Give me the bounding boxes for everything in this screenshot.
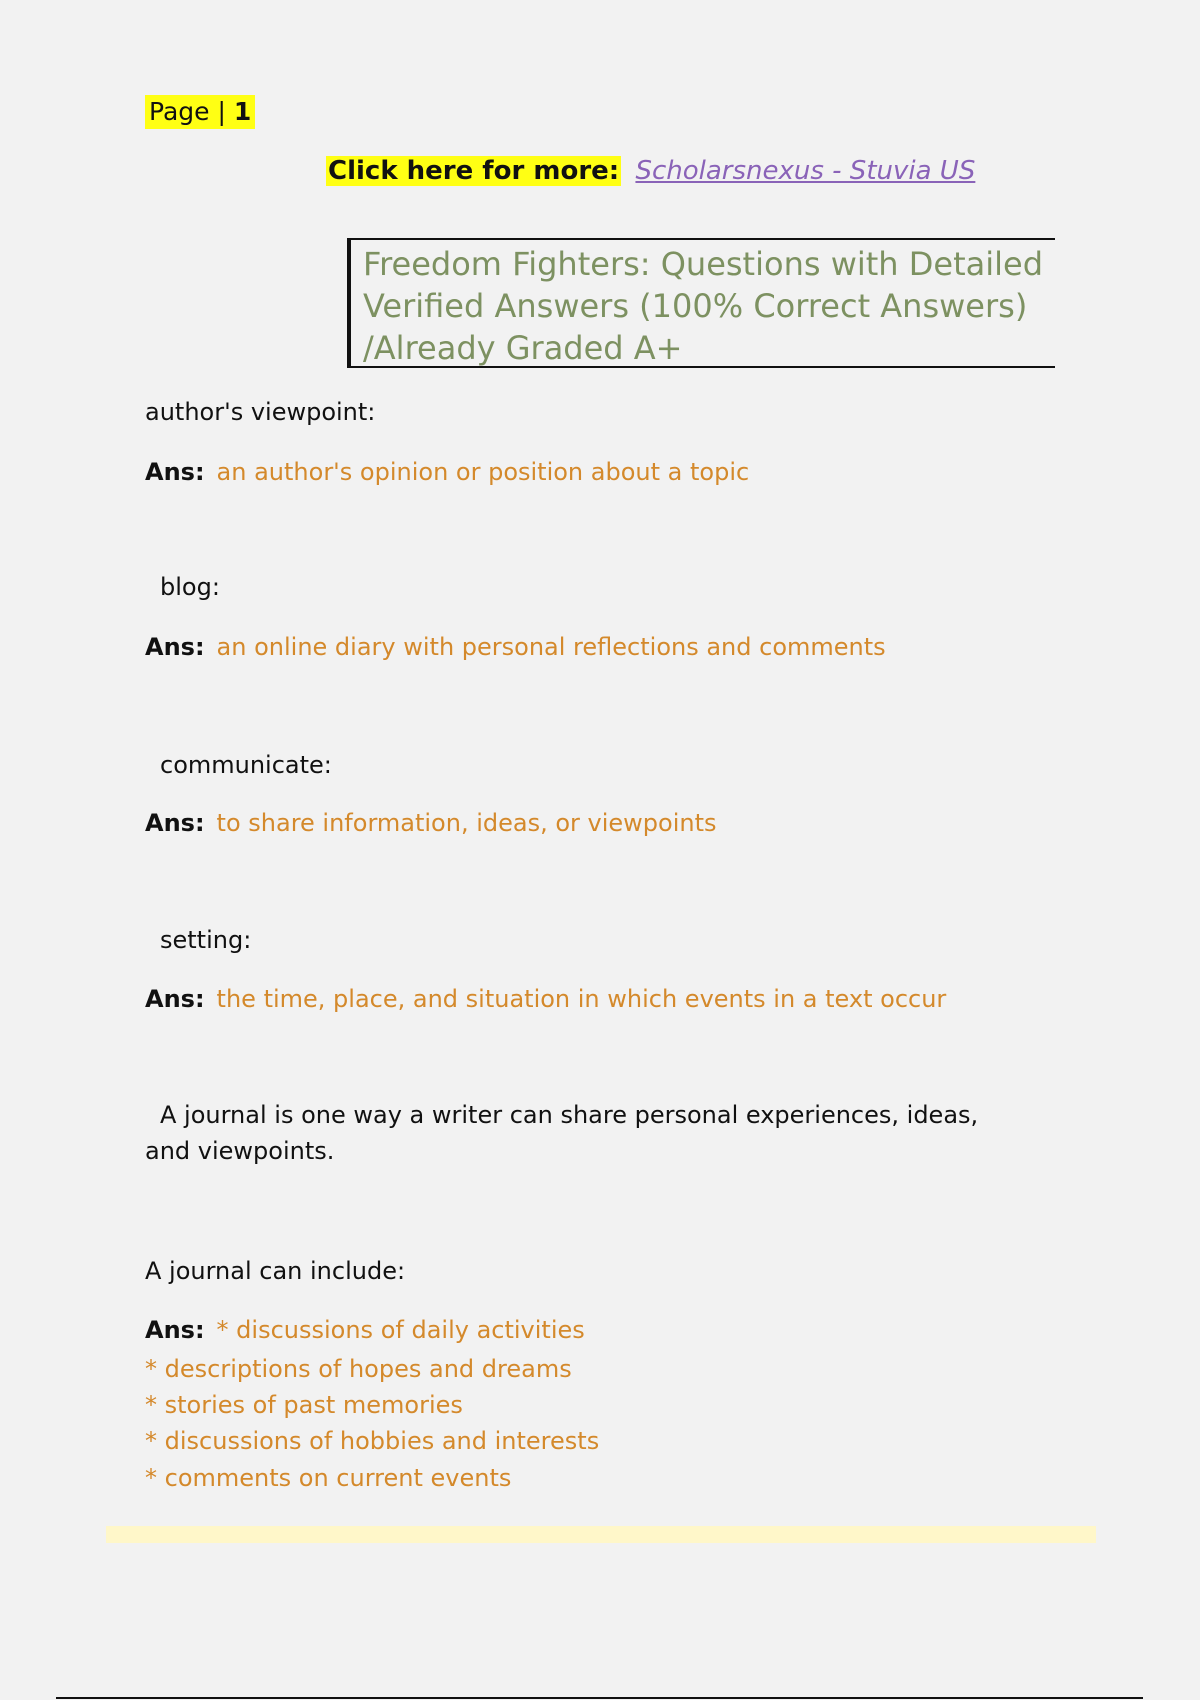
question-5: A journal can include:: [145, 1257, 406, 1285]
ans-label: Ans:: [145, 458, 205, 486]
highlight-bar: [106, 1526, 1096, 1543]
page-label: [145, 95, 255, 129]
more-link[interactable]: Scholarsnexus - Stuvia US: [635, 156, 976, 186]
ans-label: Ans:: [145, 633, 205, 661]
more-line: [326, 155, 975, 187]
more-label: Click here for more:: [328, 156, 620, 186]
answer-2: [145, 631, 886, 663]
answer-3: [145, 807, 717, 839]
ans-label: Ans:: [145, 985, 205, 1013]
answer-5: [145, 1314, 585, 1346]
bottom-rule: [56, 1697, 1143, 1699]
ans-label: Ans:: [145, 1316, 205, 1344]
answer-1: [145, 456, 749, 488]
answer-list-item-1: * discussions of daily activities: [216, 1316, 585, 1344]
title-line-2: Verified Answers (100% Correct Answers): [363, 287, 1028, 325]
answer-list-item-5: * comments on current events: [145, 1464, 512, 1492]
answer-4: [145, 983, 946, 1015]
title-box: [347, 238, 1055, 368]
question-3: communicate:: [160, 751, 332, 779]
answer-list-item-2: * descriptions of hopes and dreams: [145, 1355, 572, 1383]
question-2: blog:: [160, 573, 220, 601]
question-1: author's viewpoint:: [145, 398, 376, 426]
title-line-1: Freedom Fighters: Questions with Detailed: [363, 245, 1044, 283]
answer-text: the time, place, and situation in which events in a text occur: [216, 985, 947, 1013]
page-prefix: Page |: [149, 97, 234, 126]
answer-list-item-3: * stories of past memories: [145, 1391, 463, 1419]
title-line-3: /Already Graded A+: [363, 329, 683, 367]
page-number: 1: [233, 97, 252, 126]
answer-list-item-4: * discussions of hobbies and interests: [145, 1427, 600, 1455]
answer-text: to share information, ideas, or viewpoints: [216, 809, 717, 837]
ans-label: Ans:: [145, 809, 205, 837]
journal-paragraph: A journal is one way a writer can share personal experiences, ideas, and viewpoints.: [145, 1101, 979, 1165]
question-4: setting:: [160, 926, 252, 954]
answer-text: an author's opinion or position about a topic: [216, 458, 750, 486]
answer-text: an online diary with personal reflections and comments: [216, 633, 886, 661]
